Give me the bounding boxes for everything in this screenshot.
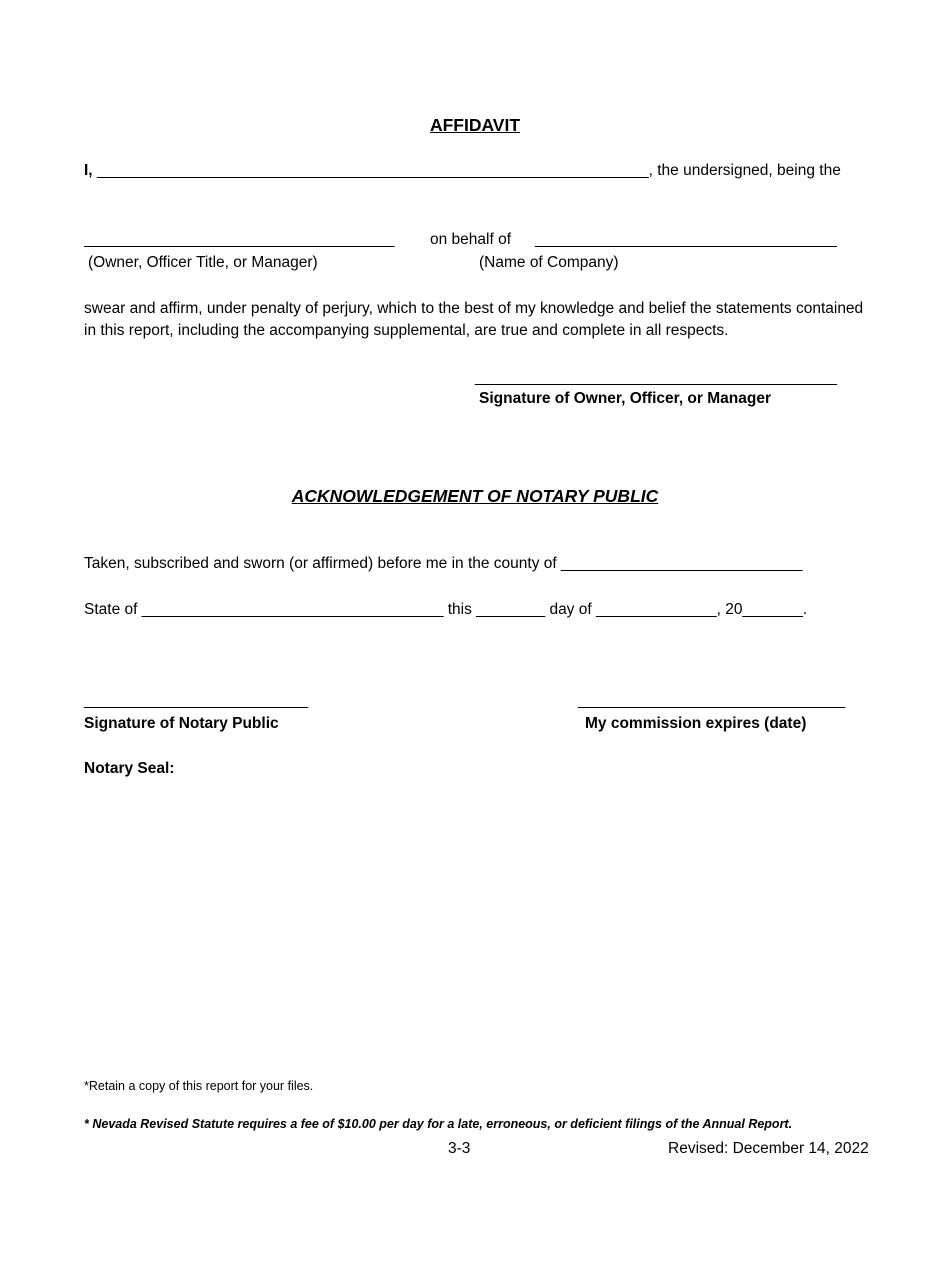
notary-seal-label: Notary Seal: xyxy=(84,760,175,777)
owner-signature-label: Signature of Owner, Officer, or Manager xyxy=(479,390,771,407)
statute-note: * Nevada Revised Statute requires a fee of $10.00 per day for a late, erroneous, or deficient filings of the Annual Report. xyxy=(84,1117,793,1131)
company-caption: (Name of Company) xyxy=(479,254,619,271)
state-date-line[interactable]: State of ___________________________________ this ________ day of ______________, 20_______. xyxy=(84,601,808,618)
affiant-name-field[interactable]: ________________________________________________________________ xyxy=(96,162,649,179)
retain-note: *Retain a copy of this report for your files. xyxy=(84,1079,314,1093)
notary-signature-label: Signature of Notary Public xyxy=(84,715,279,732)
affidavit-i: I, xyxy=(84,162,93,179)
company-name-field[interactable]: ___________________________________ xyxy=(535,231,837,248)
revised-date: Revised: December 14, 2022 xyxy=(668,1140,869,1157)
notary-signature-field[interactable]: __________________________ xyxy=(84,692,309,709)
on-behalf-of-text: on behalf of xyxy=(430,231,512,248)
owner-caption: (Owner, Officer Title, or Manager) xyxy=(88,254,318,271)
affidavit-statement: swear and affirm, under penalty of perjury, which to the best of my knowledge and belief the statements contained in this report, including the accompanying supplemental, are true and complete in all respects. xyxy=(84,300,864,339)
owner-title-field[interactable]: ____________________________________ xyxy=(84,231,395,248)
commission-date-field[interactable]: _______________________________ xyxy=(578,692,846,709)
affidavit-line-1 xyxy=(84,162,841,180)
affidavit-title: AFFIDAVIT xyxy=(429,115,521,135)
notary-title: ACKNOWLEDGEMENT OF NOTARY PUBLIC xyxy=(291,486,659,506)
commission-expires-label: My commission expires (date) xyxy=(585,715,807,732)
owner-signature-field[interactable]: __________________________________________ xyxy=(475,369,838,386)
page-number: 3-3 xyxy=(448,1140,471,1157)
undersigned-text: , the undersigned, being the xyxy=(648,162,841,179)
county-line[interactable]: Taken, subscribed and sworn (or affirmed) before me in the county of ____________________________ xyxy=(84,555,803,572)
